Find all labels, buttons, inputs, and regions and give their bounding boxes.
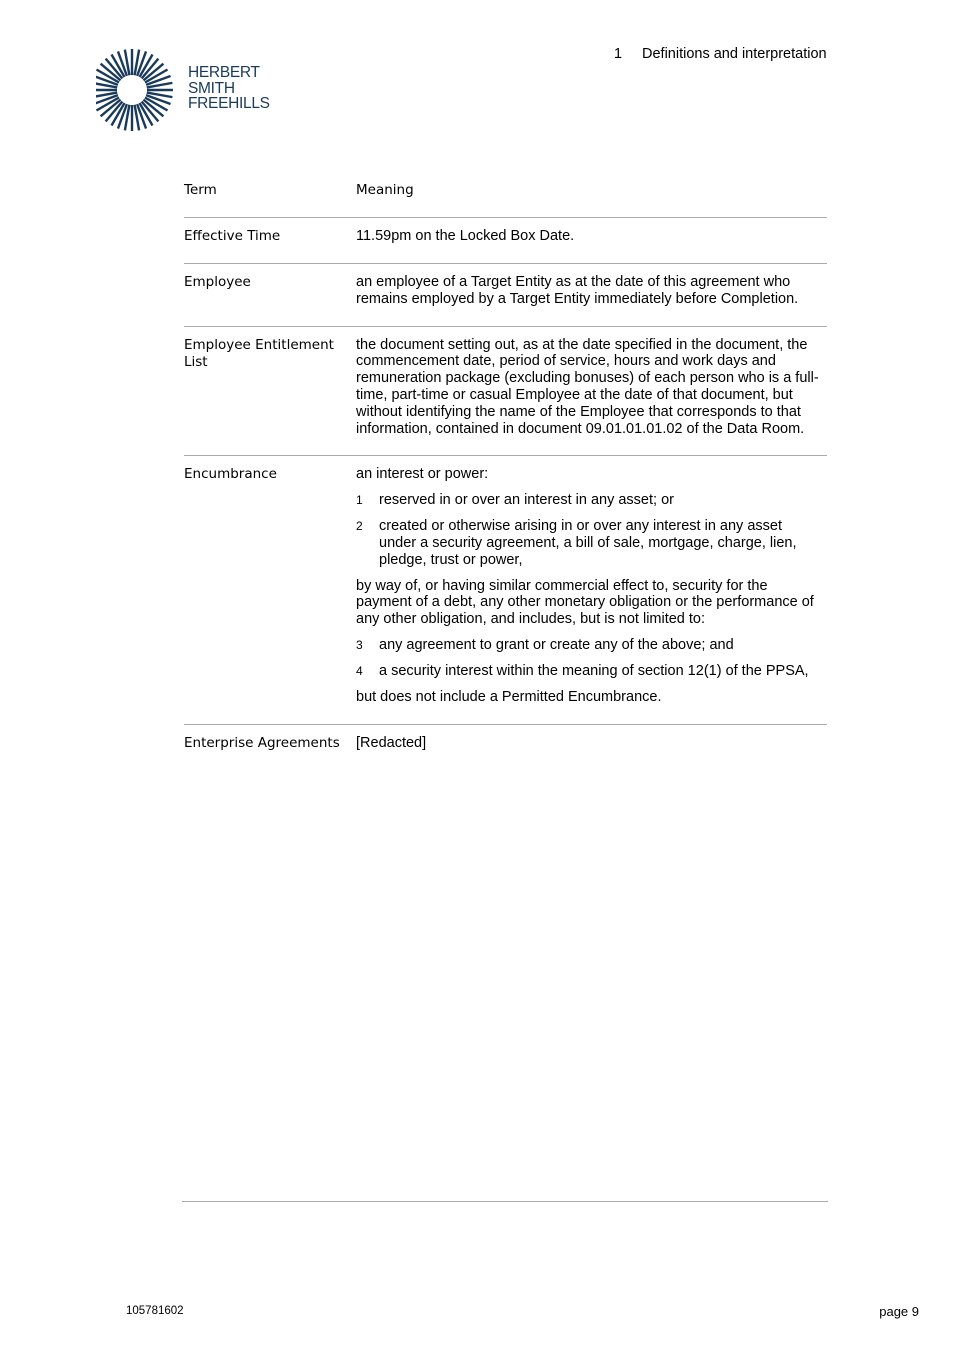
definitions-table — [184, 173, 827, 770]
logo-wordmark — [188, 65, 270, 112]
firm-logo — [96, 46, 276, 136]
logo-line: SMITH — [188, 79, 235, 97]
definition-term: Encumbrance — [184, 466, 277, 483]
table-row — [184, 456, 827, 724]
list-item-text: created or otherwise arising in or over any interest in any asset under a security agreement, a bill of sale, mortgage, charge, lien, pledge, trust or power, — [379, 518, 797, 568]
logo-line: HERBERT — [188, 64, 260, 81]
definition-meaning: an employee of a Target Entity as at the date of this agreement who remains employed by a Target Entity immediately before Completion. — [356, 274, 799, 307]
list-item-number: 4 — [356, 663, 363, 678]
table-row — [184, 264, 827, 327]
table-header-row — [184, 173, 827, 218]
definition-meaning: the document setting out, as at the date specified in the document, the commencement date, period of service, hours and work days and remuneration package (excluding bonuses) of each person who is a full-time, part-time or casual Employee at the date of that document, but without identifying the name of the Employee that corresponds to that information, contained in document 09.01.01.01.02 of the Data Room. — [356, 336, 819, 437]
definition-outro: but does not include a Permitted Encumbrance. — [356, 688, 662, 705]
definition-term: Effective Time — [184, 228, 281, 244]
column-header-meaning: Meaning — [356, 182, 414, 198]
definition-term: Employee — [184, 274, 251, 290]
section-title: Definitions and interpretation — [642, 46, 827, 62]
sunburst-icon — [96, 46, 182, 136]
column-header-term: Term — [184, 182, 217, 198]
table-row — [184, 725, 827, 770]
list-item-number: 3 — [356, 637, 363, 652]
list-item-text: reserved in or over an interest in any asset; or — [379, 492, 674, 509]
document-id: 105781602 — [126, 1305, 184, 1317]
definition-term: Employee Entitlement List — [184, 336, 334, 370]
list-item-text: any agreement to grant or create any of the above; and — [379, 636, 734, 653]
table-row — [184, 327, 827, 457]
definition-meaning: 11.59pm on the Locked Box Date. — [356, 228, 575, 244]
section-number: 1 — [614, 46, 623, 62]
footer-divider — [182, 1201, 828, 1202]
list-item — [356, 663, 819, 680]
logo-line: FREEHILLS — [188, 95, 270, 112]
list-item — [356, 518, 819, 568]
list-item-number: 1 — [356, 493, 363, 508]
definition-meaning — [356, 466, 827, 705]
definition-intro: an interest or power: — [356, 466, 489, 483]
definition-meaning: [Redacted] — [356, 734, 427, 751]
list-item — [356, 492, 819, 509]
page-number: page 9 — [879, 1304, 919, 1319]
table-row — [184, 218, 827, 264]
list-item-number: 2 — [356, 519, 363, 534]
list-item — [356, 637, 819, 654]
definition-middle: by way of, or having similar commercial effect to, security for the payment of a debt, any other monetary obligation or the performance of any other obligation, and includes, but is not limited to: — [356, 577, 814, 628]
definition-term: Enterprise Agreements — [184, 734, 340, 751]
list-item-text: a security interest within the meaning of section 12(1) of the PPSA, — [379, 662, 809, 679]
section-heading — [614, 46, 827, 62]
